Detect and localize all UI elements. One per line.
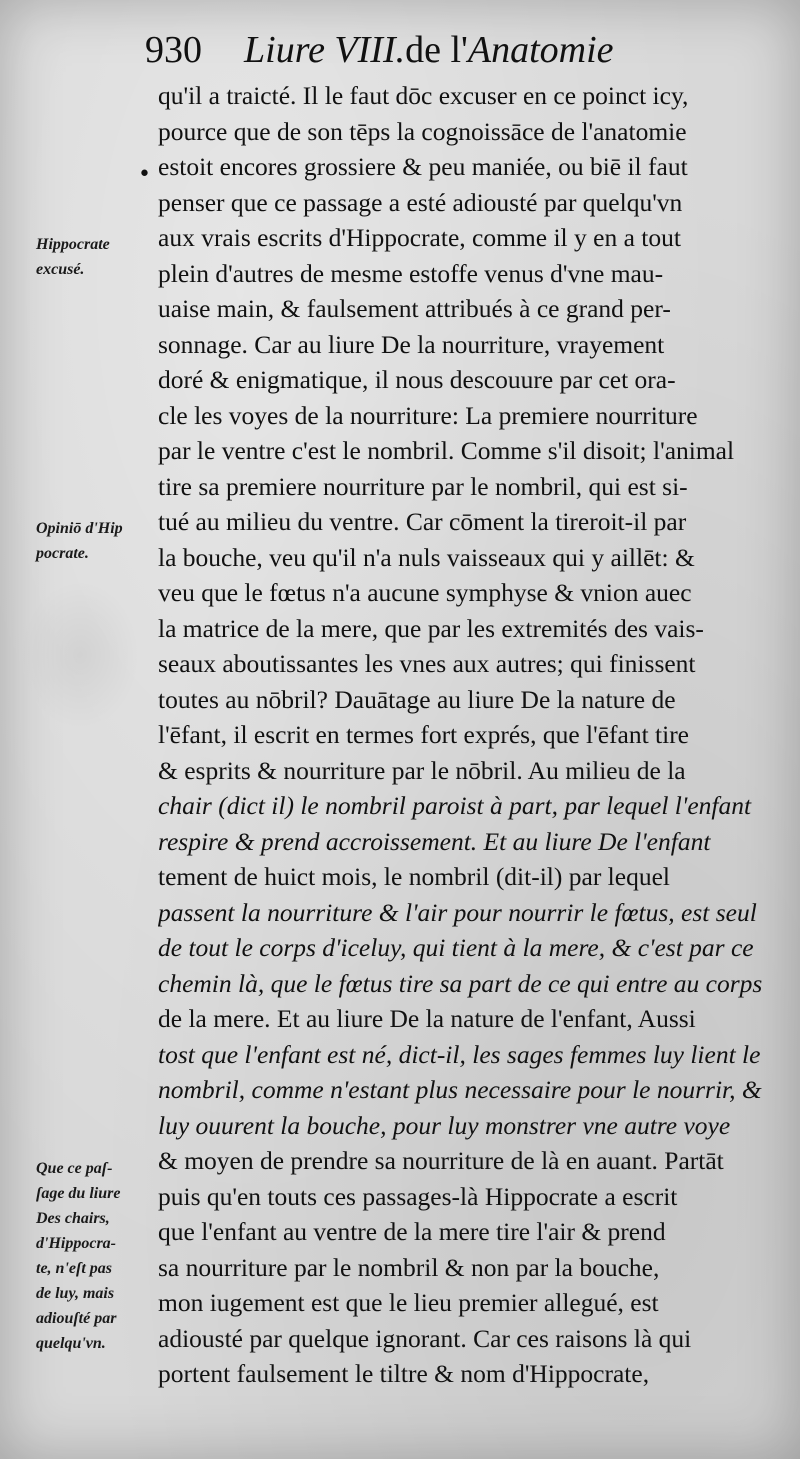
margin-note-hippocrate-excuse xyxy=(36,232,110,282)
running-title-de: de l' xyxy=(405,29,468,71)
text-line: & moyen de prendre sa nourriture de là en auant. Partāt xyxy=(158,1146,724,1175)
running-title-subject: Anatomie xyxy=(467,29,614,71)
margin-note-line: quelqu'vn. xyxy=(36,1335,106,1352)
text-line: chair (dict il) le nombril paroist à part, par lequel l'enfant xyxy=(158,791,752,820)
margin-note-line: pocrate. xyxy=(36,545,89,562)
text-line: mon iugement est que le lieu premier allegué, est xyxy=(158,1288,659,1317)
margin-note-line: te, n'eſt pas xyxy=(36,1260,112,1277)
text-line: plein d'autres de mesme estoffe venus d'vne mau- xyxy=(158,258,664,288)
text-line: tost que l'enfant est né, dict-il, les sages femmes luy lient le xyxy=(158,1039,761,1069)
text-line: estoit encores grossiere & peu maniée, ou biē il faut xyxy=(158,152,688,181)
margin-note-opinion xyxy=(36,516,123,566)
text-line: que l'enfant au ventre de la mere tire l'air & prend xyxy=(158,1217,666,1246)
margin-note-line: ſage du liure xyxy=(36,1185,121,1202)
text-line: chemin là, que le fœtus tire sa part de ce qui entre au corps xyxy=(158,968,763,998)
text-line: toutes au nōbril? Dauātage au liure De la nature de xyxy=(158,684,676,714)
text-line: luy ouurent la bouche, pour luy monstrer vne autre voye xyxy=(158,1110,731,1140)
margin-note-line: adiouſté par xyxy=(36,1310,117,1327)
text-line: penser que ce passage a esté adiousté par quelqu'vn xyxy=(158,187,683,217)
body-text xyxy=(158,78,770,1392)
text-line: sa nourriture par le nombril & non par la bouche, xyxy=(158,1252,660,1282)
text-line: pource que de son tēps la cognoissāce de l'anatomie xyxy=(158,116,687,146)
marginal-mark: • xyxy=(138,162,151,187)
text-line: veu que le fœtus n'a aucune symphyse & vnion auec xyxy=(158,578,692,607)
text-line: la matrice de la mere, que par les extremités des vais- xyxy=(158,613,704,643)
text-line: doré & enigmatique, il nous descouure par cet ora- xyxy=(158,365,676,394)
text-line: adiousté par quelque ignorant. Car ces raisons là qui xyxy=(158,1323,692,1353)
text-line: qu'il a traicté. Il le faut dōc excuser en ce poinct icy, xyxy=(158,81,689,110)
margin-note-line: Opiniō d'Hip xyxy=(36,520,123,537)
text-line: uaise main, & faulsement attribués à ce grand per- xyxy=(158,294,671,323)
page-stain xyxy=(20,580,140,730)
margin-note-passage xyxy=(36,1156,120,1356)
text-line: de tout le corps d'iceluy, qui tient à la mere, & c'est par ce xyxy=(158,933,754,962)
text-line: tire sa premiere nourriture par le nombril, qui est si- xyxy=(158,471,688,501)
margin-note-line: Des chairs, xyxy=(36,1210,110,1227)
text-line: cle les voyes de la nourriture: La premiere nourriture xyxy=(158,400,698,430)
text-line: l'ēfant, il escrit en termes fort exprés, que l'ēfant tire xyxy=(158,720,690,749)
text-line: de la mere. Et au liure De la nature de l'enfant, Aussi xyxy=(158,1004,696,1033)
page-number: 930 xyxy=(145,29,202,71)
margin-note-line: Hippocrate xyxy=(36,236,110,253)
margin-note-line: excusé. xyxy=(36,261,85,278)
text-line: portent faulsement le tiltre & nom d'Hippocrate, xyxy=(158,1359,650,1388)
text-line: nombril, comme n'estant plus necessaire pour le nourrir, & xyxy=(158,1075,762,1104)
text-line: aux vrais escrits d'Hippocrate, comme il y en a tout xyxy=(158,223,681,252)
text-line: sonnage. Car au liure De la nourriture, vrayement xyxy=(158,329,665,359)
text-line: la bouche, veu qu'il n'a nuls vaisseaux qui y aillēt: & xyxy=(158,542,695,572)
margin-note-line: de luy, mais xyxy=(36,1285,115,1302)
text-line: & esprits & nourriture par le nōbril. Au milieu de la xyxy=(158,755,686,785)
text-line: puis qu'en touts ces passages-là Hippocrate a escrit xyxy=(158,1181,678,1211)
margin-note-line: d'Hippocra- xyxy=(36,1235,116,1252)
running-header xyxy=(145,28,785,72)
text-line: respire & prend accroissement. Et au liure De l'enfant xyxy=(158,826,711,856)
text-line: tué au milieu du ventre. Car cōment la tireroit-il par xyxy=(158,507,687,536)
text-line: par le ventre c'est le nombril. Comme s'il disoit; l'animal xyxy=(158,436,735,465)
text-line: passent la nourriture & l'air pour nourrir le fœtus, est seul xyxy=(158,897,757,927)
text-line: tement de huict mois, le nombril (dit-il) par lequel xyxy=(158,862,670,891)
margin-note-line: Que ce paſ- xyxy=(36,1160,113,1177)
text-line: seaux aboutissantes les vnes aux autres; qui finissent xyxy=(158,649,696,678)
running-title-book: Liure VIII. xyxy=(244,29,406,71)
